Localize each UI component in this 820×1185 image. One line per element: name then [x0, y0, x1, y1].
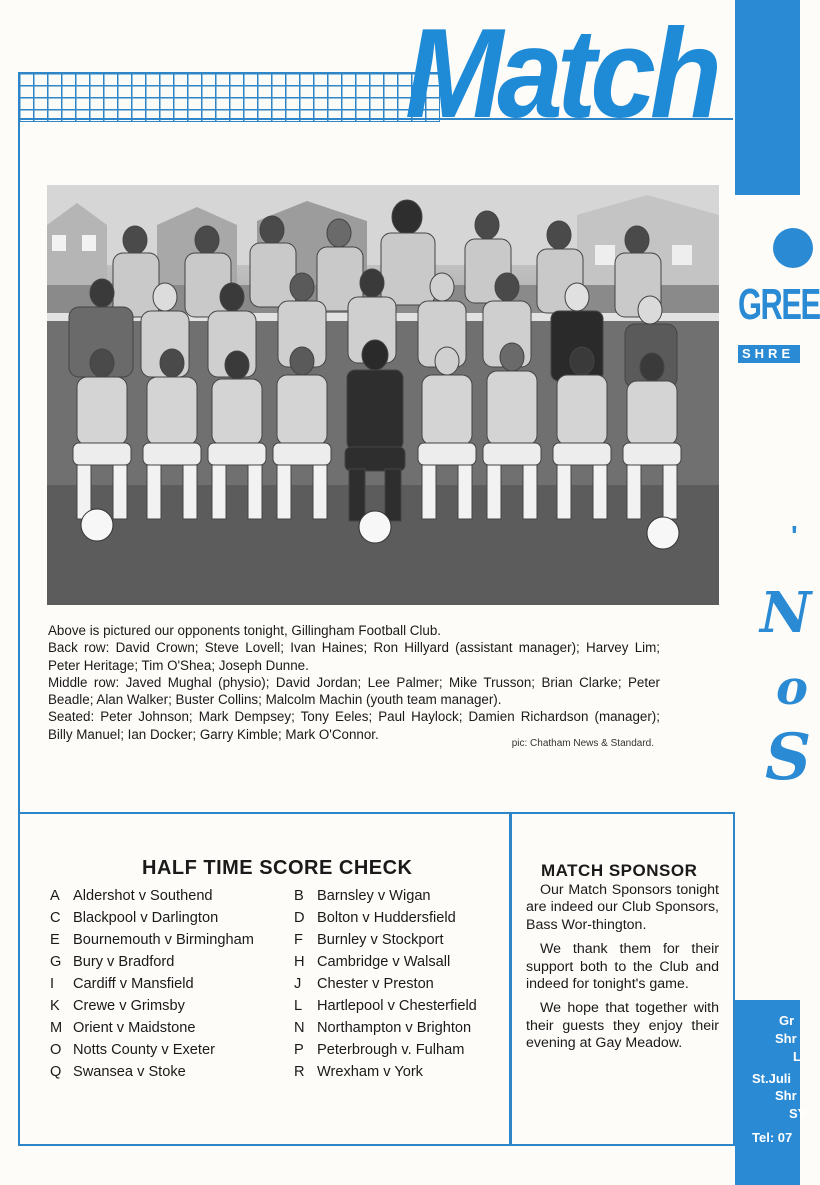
- match-fixture: Cardiff v Mansfield: [73, 976, 194, 992]
- match-fixture: Hartlepool v Chesterfield: [317, 998, 477, 1014]
- match-fixture: Burnley v Stockport: [317, 932, 444, 948]
- list-item: [294, 973, 477, 995]
- sponsor-title: MATCH SPONSOR: [541, 861, 698, 880]
- half-time-title: HALF TIME SCORE CHECK: [142, 857, 413, 879]
- side-panel-logo-shape: [773, 228, 813, 268]
- match-letter: C: [50, 910, 61, 926]
- header-grid-band: [18, 72, 440, 122]
- list-item: [294, 995, 477, 1017]
- side-panel-script-3: S: [765, 720, 812, 795]
- match-letter: R: [294, 1064, 305, 1080]
- match-fixture: Blackpool v Darlington: [73, 910, 219, 926]
- list-item: [50, 907, 254, 929]
- list-item: [50, 1039, 254, 1061]
- list-item: [50, 1061, 254, 1083]
- side-panel-address-7: Tel: 07: [752, 1130, 793, 1145]
- match-fixture: Chester v Preston: [317, 976, 434, 992]
- side-panel-address-5: Shr: [775, 1088, 797, 1103]
- list-item: [50, 995, 254, 1017]
- sponsor-body: [526, 882, 719, 1060]
- photo-credit: pic: Chatham News & Standard.: [511, 738, 654, 749]
- match-letter: A: [50, 888, 60, 904]
- match-letter: D: [294, 910, 305, 926]
- caption-middle-row: Middle row: Javed Mughal (physio); David Jordan; Lee Palmer; Mike Trusson; Brian Clarke; Peter Beadle; Alan Walker; Buster Collins; Malcolm Machin (youth team manager).: [48, 674, 660, 708]
- side-panel-script-1: N: [760, 580, 812, 646]
- match-letter: I: [50, 976, 55, 992]
- list-item: [294, 1039, 477, 1061]
- list-item: [50, 885, 254, 907]
- list-item: [294, 951, 477, 973]
- sponsor-paragraph: We thank them for their support both to the Club and indeed for tonight's game.: [526, 941, 719, 993]
- photo-caption: [48, 622, 660, 743]
- match-fixture: Barnsley v Wigan: [317, 888, 431, 904]
- match-fixture: Peterbrough v. Fulham: [317, 1042, 465, 1058]
- match-fixture: Notts County v Exeter: [73, 1042, 215, 1058]
- caption-seated-row: Seated: Peter Johnson; Mark Dempsey; Tony Eeles; Paul Haylock; Damien Richardson (manager); Billy Manuel; Ian Docker; Garry Kimble; Mark O'Connor.: [48, 709, 660, 742]
- list-item: [50, 1017, 254, 1039]
- match-letter: P: [294, 1042, 304, 1058]
- list-item: [294, 885, 477, 907]
- match-letter: H: [294, 954, 305, 970]
- match-letter: G: [50, 954, 62, 970]
- side-panel-address-1: Gr: [779, 1013, 795, 1028]
- sponsor-paragraph: Our Match Sponsors tonight are indeed our Club Sponsors, Bass Wor-thington.: [526, 882, 719, 933]
- side-panel-address-3: L: [793, 1049, 801, 1064]
- match-letter: Q: [50, 1064, 62, 1080]
- match-fixture: Bury v Bradford: [73, 954, 175, 970]
- side-panel-bar-text: SHRE: [742, 346, 795, 361]
- list-item: [294, 929, 477, 951]
- side-panel-address-6: SY: [789, 1106, 807, 1121]
- side-panel-address-4: St.Juli: [752, 1071, 792, 1086]
- match-fixture: Crewe v Grimsby: [73, 998, 185, 1014]
- list-item: [294, 907, 477, 929]
- list-item: [294, 1017, 477, 1039]
- match-letter: E: [50, 932, 60, 948]
- section-divider: [509, 812, 512, 1145]
- caption-back-row: Back row: David Crown; Steve Lovell; Ivan Haines; Ron Hillyard (assistant manager); Harvey Lim; Peter Heritage; Tim O'Shea; Joseph Dunne.: [48, 640, 660, 673]
- match-letter: O: [50, 1042, 62, 1058]
- caption-intro: Above is pictured our opponents tonight, Gillingham Football Club.: [48, 623, 442, 638]
- match-letter: K: [50, 998, 60, 1014]
- match-fixture: Orient v Maidstone: [73, 1020, 196, 1036]
- list-item: [50, 951, 254, 973]
- team-photo: [47, 185, 719, 605]
- page-title: Match: [405, 2, 716, 145]
- match-letter: N: [294, 1020, 305, 1036]
- match-fixture: Cambridge v Walsall: [317, 954, 451, 970]
- match-fixture: Northampton v Brighton: [317, 1020, 472, 1036]
- match-letter: B: [294, 888, 304, 904]
- half-time-left-column: [50, 885, 254, 1083]
- side-panel-brand: GREE: [738, 280, 820, 329]
- match-fixture: Wrexham v York: [317, 1064, 423, 1080]
- sponsor-paragraph: We hope that together with their guests they enjoy their evening at Gay Meadow.: [526, 1000, 719, 1052]
- match-letter: L: [294, 998, 303, 1014]
- match-letter: M: [50, 1020, 63, 1036]
- half-time-right-column: [294, 885, 477, 1083]
- list-item: [294, 1061, 477, 1083]
- match-fixture: Bournemouth v Birmingham: [73, 932, 254, 948]
- list-item: [50, 973, 254, 995]
- match-fixture: Bolton v Huddersfield: [317, 910, 456, 926]
- side-panel-address-2: Shr: [775, 1031, 797, 1046]
- match-fixture: Swansea v Stoke: [73, 1064, 186, 1080]
- match-letter: F: [294, 932, 303, 948]
- match-fixture: Aldershot v Southend: [73, 888, 213, 904]
- side-panel-mark: ': [791, 520, 798, 551]
- match-letter: J: [294, 976, 302, 992]
- list-item: [50, 929, 254, 951]
- side-panel-script-2: o: [776, 660, 809, 716]
